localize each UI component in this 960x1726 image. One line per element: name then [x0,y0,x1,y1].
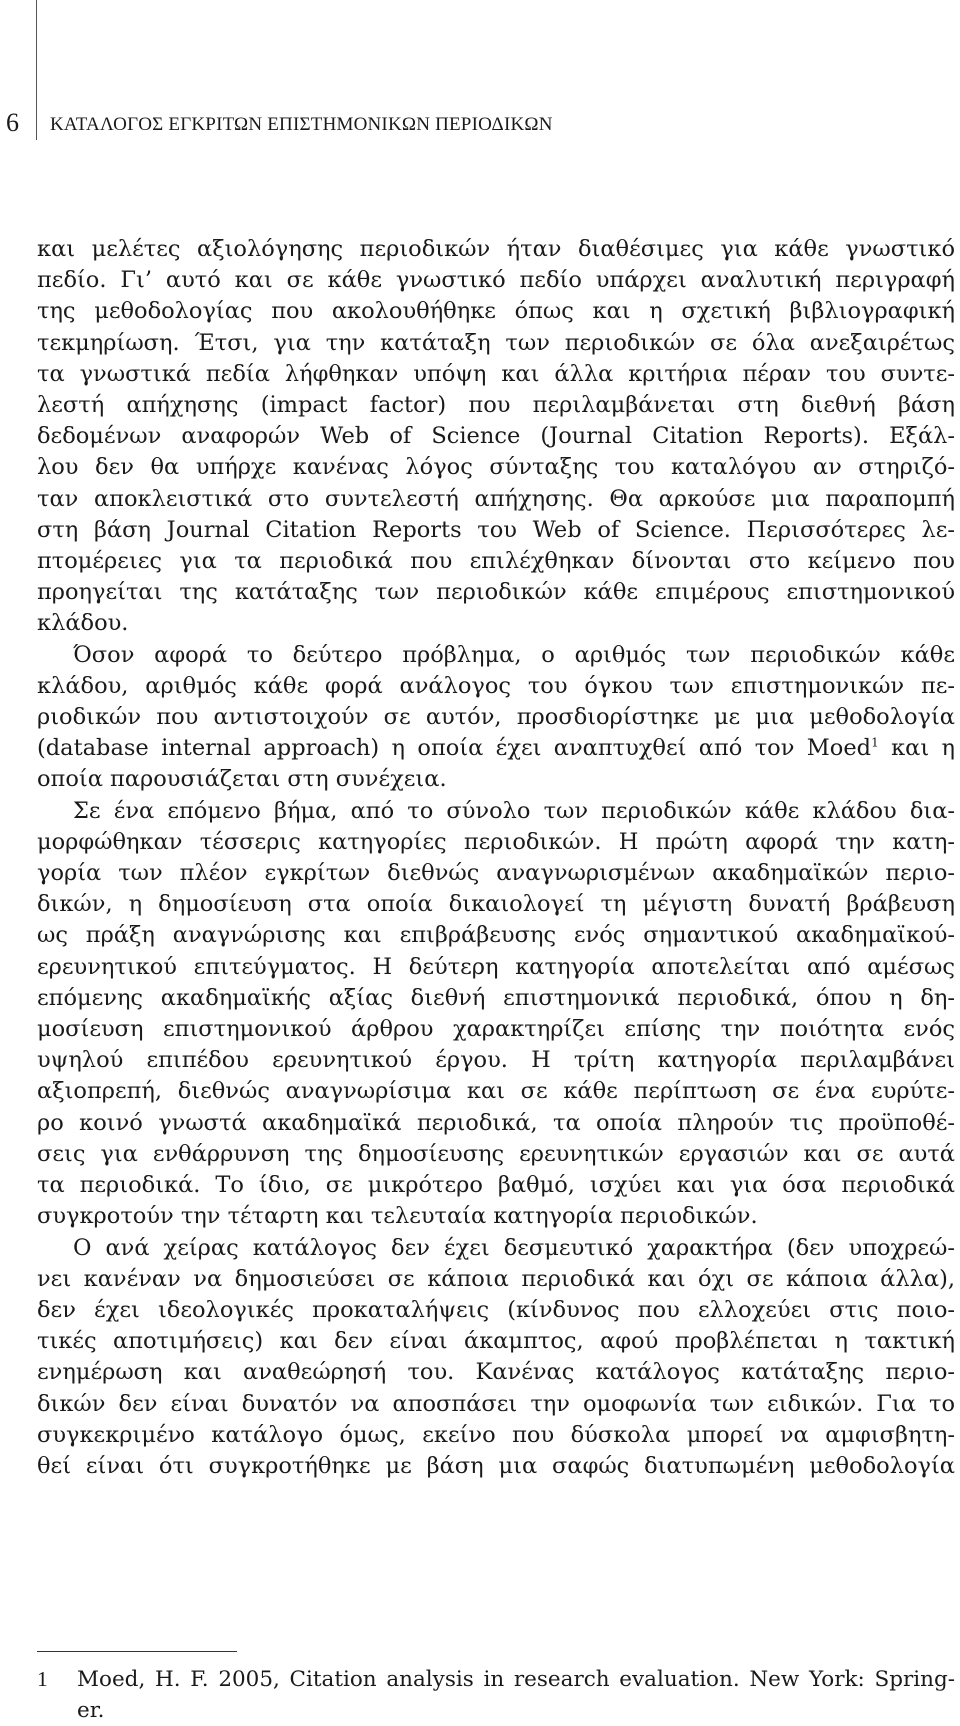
p3-line: δικών, η δημοσίευση στα οποία δικαιολογεί τη μέγιστη δυνατή βράβευση [37,891,955,918]
p1-line: λου δεν θα υπήρχε κανένας λόγος σύνταξης του καταλόγου αν στηριζό- [37,454,955,481]
p1-line: στη βάση Journal Citation Reports του Web of Science. Περισσότερες λε- [37,516,955,543]
p3-line: μοσίευση επιστημονικού άρθρου χαρακτηρίζει επίσης την ποιότητα ενός [37,1016,955,1043]
p1-line: λεστή απήχησης (impact factor) που περιλαμβάνεται στη διεθνή βάση [37,392,955,419]
footnote-line: er. [77,1698,105,1723]
footnote [37,1664,955,1726]
p1-line: της μεθοδολογίας που ακολουθήθηκε όπως και η σχετική βιβλιογραφική [37,298,955,325]
footnote-reference-mark[interactable]: 1 [871,735,879,750]
p3-line: Σε ένα επόμενο βήμα, από το σύνολο των περιοδικών κάθε κλάδου δια- [73,797,955,824]
p4-line: συγκεκριμένο κατάλογο όμως, εκείνο που δύσκολα μπορεί να αμφισβητη- [37,1421,955,1448]
p2-line-with-footnote [37,733,955,764]
p1-line: τα γνωστικά πεδία λήφθηκαν υπόψη και άλλα κριτήρια πέραν του συντε- [37,360,955,387]
footnote-separator [37,1651,237,1652]
p2-text-after-mark: και η [878,735,956,762]
p4-line: ενημέρωση και αναθεώρησή του. Κανένας κατάλογος κατάταξης περιο- [37,1359,955,1386]
p3-line: υψηλού επιπέδου ερευνητικού έργου. Η τρίτη κατηγορία περιλαμβάνει [37,1047,955,1074]
p1-line: και μελέτες αξιολόγησης περιοδικών ήταν διαθέσιμες για κάθε γνωστικό [37,236,955,262]
footnote-text [77,1664,955,1726]
p2-line: ριοδικών που αντιστοιχούν σε αυτόν, προσδιορίστηκε με μια μεθοδολογία [37,704,955,731]
p3-line: γορία των πλέον εγκρίτων διεθνώς αναγνωρισμένων ακαδημαϊκών περιο- [37,860,955,887]
p3-line: ερευνητικού επιτεύγματος. Η δεύτερη κατηγορία αποτελείται από αμέσως [37,953,955,980]
p3-line: επόμενης ακαδημαϊκής αξίας διεθνή επιστημονικά περιοδικά, όπου η δη- [37,984,955,1011]
p1-line: ταν αποκλειστικά στο συντελεστή απήχησης. Θα αρκούσε μια παραπομπή [37,485,955,512]
p3-line: ρο κοινό γνωστά ακαδημαϊκά περιοδικά, τα οποία πληρούν τις προϋποθέ- [37,1109,955,1136]
p1-line: τεκμηρίωση. Έτσι, για την κατάταξη των περιοδικών σε όλα ανεξαιρέτως [37,329,955,356]
p3-line: αξιοπρεπή, διεθνώς αναγνωρίσιμα και σε κάθε περίπτωση σε ένα ευρύτε- [37,1078,955,1105]
p4-line: θεί είναι ότι συγκροτήθηκε με βάση μια σαφώς διατυπωμένη μεθοδολογία [37,1452,955,1479]
p2-text-before-mark: (database internal approach) η οποία έχει αναπτυχθεί από τον Moed [37,735,872,762]
p2-line: οποία παρουσιάζεται στη συνέχεια. [37,766,447,793]
p3-line: σεις για ενθάρρυνση της δημοσίευσης ερευνητικών εργασιών και σε αυτά [37,1140,955,1167]
p4-line: δεν έχει ιδεολογικές προκαταλήψεις (κίνδυνος που ελλοχεύει στις ποιο- [37,1296,955,1323]
p1-line: πτομέρειες για τα περιοδικά που επιλέχθηκαν δίνονται στο κείμενο που [37,548,955,575]
p2-line: Όσον αφορά το δεύτερο πρόβλημα, ο αριθμός των περιοδικών κάθε [73,641,955,668]
header-vertical-rule [36,0,37,140]
p3-line: μορφώθηκαν τέσσερις κατηγορίες περιοδικών. Η πρώτη αφορά την κατη- [37,828,955,855]
p1-line: πεδίο. Γι’ αυτό και σε κάθε γνωστικό πεδίο υπάρχει αναλυτική περιγραφή [37,267,955,294]
p3-line: τα περιοδικά. Το ίδιο, σε μικρότερο βαθμό, ισχύει και για όσα περιοδικά [37,1172,955,1199]
running-title: ΚΑΤΑΛΟΓΟΣ ΕΓΚΡΙΤΩΝ ΕΠΙΣΤΗΜΟΝΙΚΩΝ ΠΕΡΙΟΔΙΚΩΝ [50,114,553,135]
p2-line: κλάδου, αριθμός κάθε φορά ανάλογος του όγκου των επιστημονικών πε- [37,672,955,699]
footnote-line: Moed, H. F. 2005, Citation analysis in research evaluation. New York: Spring- [77,1667,955,1692]
body-text [37,234,955,1482]
p1-line: δεδομένων αναφορών Web of Science (Journal Citation Reports). Εξάλ- [37,423,955,450]
p3-line: συγκροτούν την τέταρτη και τελευταία κατηγορία περιοδικών. [37,1203,758,1230]
p4-line: Ο ανά χείρας κατάλογος δεν έχει δεσμευτικό χαρακτήρα (δεν υποχρεώ- [73,1234,955,1261]
p3-line: ως πράξη αναγνώρισης και επιβράβευσης ενός σημαντικού ακαδημαϊκού- [37,922,955,949]
p4-line: τικές αποτιμήσεις) και δεν είναι άκαμπτος, αφού προβλέπεται η τακτική [37,1328,955,1355]
p1-line: προηγείται της κατάταξης των περιοδικών κάθε επιμέρους επιστημονικού [37,579,955,606]
p4-line: δικών δεν είναι δυνατόν να αποσπάσει την ομοφωνία των ειδικών. Για το [37,1390,955,1417]
footnote-number: 1 [37,1667,48,1691]
p4-line: νει κανέναν να δημοσιεύσει σε κάποια περιοδικά και όχι σε κάποια άλλα), [37,1265,955,1292]
page-number: 6 [6,108,19,137]
p1-line: κλάδου. [37,610,129,637]
